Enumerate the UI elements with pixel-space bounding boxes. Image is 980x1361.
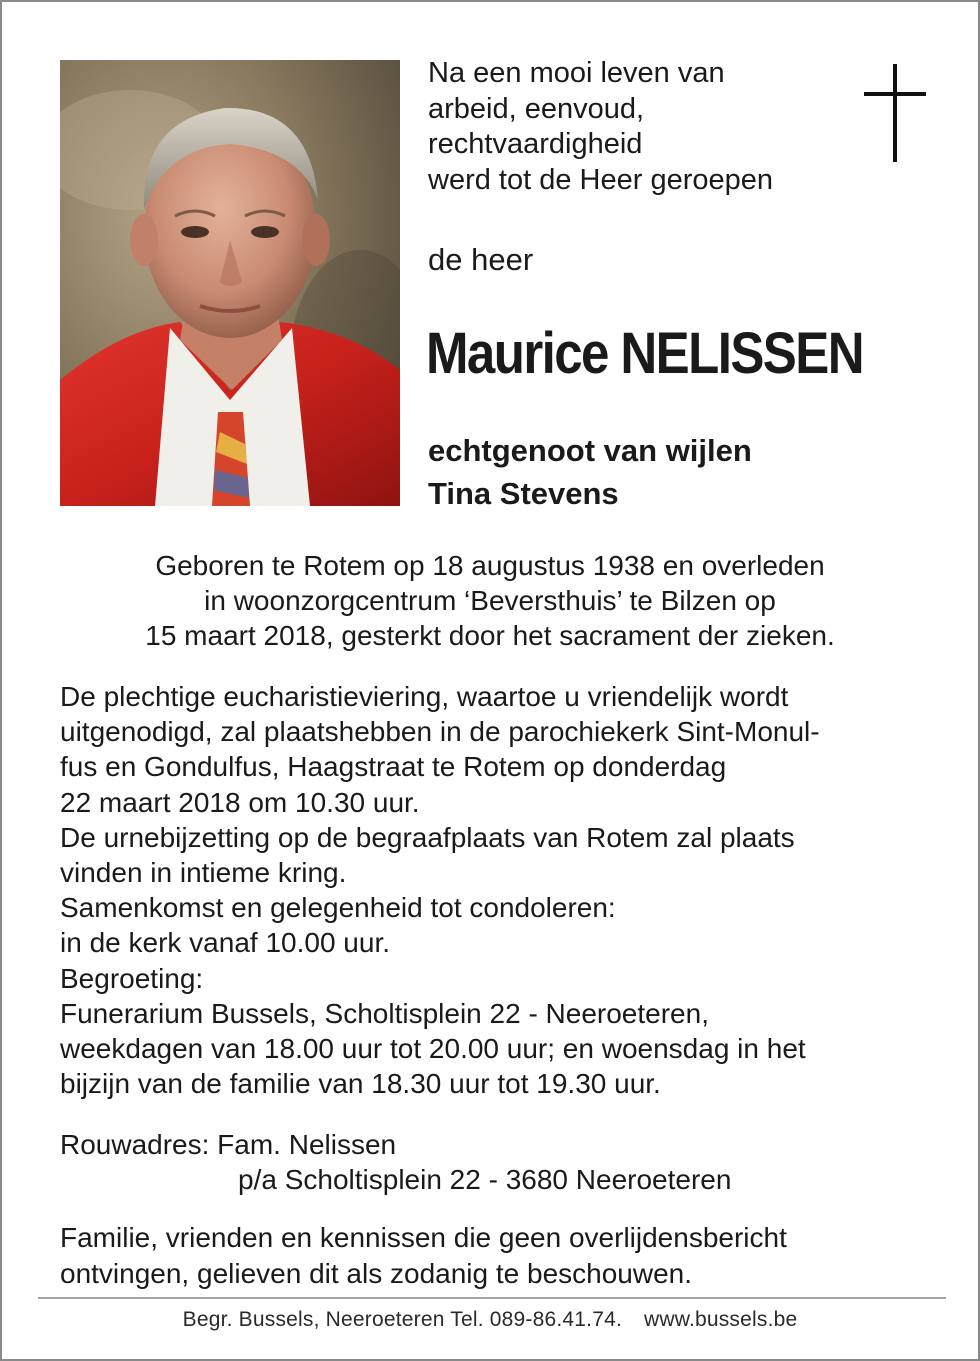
- mourning-address: [60, 1127, 731, 1197]
- ceremony-line: 22 maart 2018 om 10.30 uur.: [60, 786, 420, 818]
- ceremony-line: fus en Gondulfus, Haagstraat te Rotem op donderdag: [60, 751, 727, 783]
- spouse-line-1: echtgenoot van wijlen: [428, 433, 752, 468]
- cross-icon: [864, 64, 926, 162]
- closing-line: Familie, vrienden en kennissen die geen overlijdensbericht: [60, 1222, 787, 1253]
- footer-website[interactable]: www.bussels.be: [644, 1308, 798, 1331]
- spouse-line-2: Tina Stevens: [428, 476, 619, 511]
- birth-line: in woonzorgcentrum ‘Beversthuis’ te Bilzen op: [204, 585, 776, 616]
- ceremony-line: weekdagen van 18.00 uur tot 20.00 uur; en woensdag in het: [60, 1033, 806, 1065]
- intro-line: rechtvaardigheid: [428, 128, 643, 160]
- closing-line: ontvingen, gelieven dit als zodanig te beschouwen.: [60, 1258, 692, 1289]
- footer-divider: [38, 1297, 946, 1299]
- footer-company: Begr. Bussels, Neeroeteren Tel. 089-86.41.74.: [182, 1308, 622, 1331]
- spouse-info: [428, 429, 752, 515]
- portrait-photo: [60, 60, 400, 506]
- honorific: de heer: [428, 242, 534, 277]
- closing-note: [60, 1220, 787, 1292]
- birth-line: Geboren te Rotem op 18 augustus 1938 en overleden: [155, 550, 825, 581]
- birth-death-info: [62, 548, 918, 653]
- intro-line: Na een mooi leven van: [428, 57, 725, 89]
- ceremony-line: Funerarium Bussels, Scholtisplein 22 - Neeroeteren,: [60, 997, 709, 1029]
- ceremony-line: De plechtige eucharistieviering, waartoe u vriendelijk wordt: [60, 681, 789, 712]
- ceremony-line: vinden in intieme kring.: [60, 857, 347, 889]
- ceremony-line: bijzijn van de familie van 18.30 uur tot 19.30 uur.: [60, 1068, 661, 1100]
- birth-line: 15 maart 2018, gesterkt door het sacrament der zieken.: [145, 620, 835, 651]
- deceased-name: Maurice NELISSEN: [426, 321, 863, 386]
- ceremony-line: uitgenodigd, zal plaatshebben in de parochiekerk Sint-Monul-: [60, 716, 820, 748]
- ceremony-info: [60, 679, 820, 1101]
- ceremony-line: in de kerk vanaf 10.00 uur.: [60, 927, 390, 959]
- address-line-1: Rouwadres: Fam. Nelissen: [60, 1129, 397, 1160]
- ceremony-line: Samenkomst en gelegenheid tot condoleren:: [60, 892, 616, 924]
- footer: [2, 1308, 978, 1332]
- ceremony-line: Begroeting:: [60, 962, 204, 994]
- intro-line: arbeid, eenvoud,: [428, 92, 645, 125]
- ceremony-line: De urnebijzetting op de begraafplaats van Rotem zal plaats: [60, 821, 795, 853]
- intro-text: [428, 56, 773, 198]
- intro-line: werd tot de Heer geroepen: [428, 163, 773, 196]
- address-line-2: p/a Scholtisplein 22 - 3680 Neeroeteren: [238, 1164, 732, 1195]
